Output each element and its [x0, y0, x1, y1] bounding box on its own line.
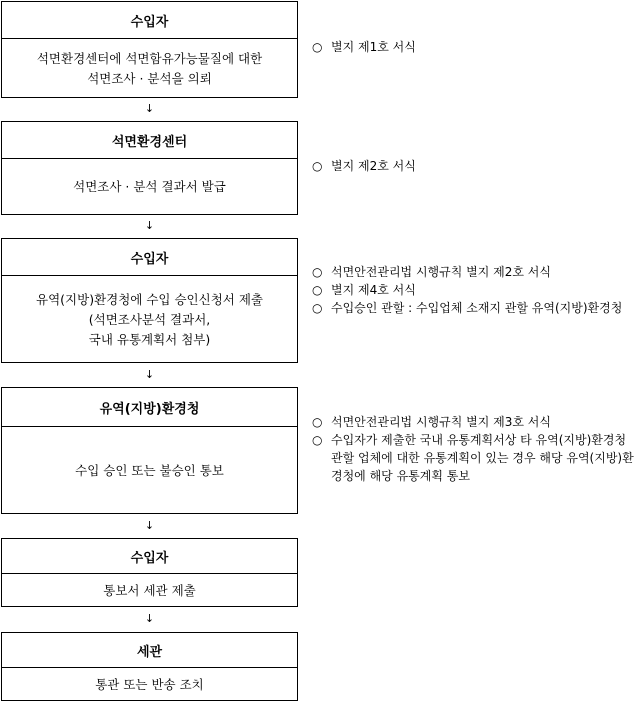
step-3-title: 수입자 [2, 239, 297, 276]
note-text: 석면안전관리법 시행규칙 별지 제3호 서식 [331, 415, 551, 429]
step-1-line-2: 석면조사 · 분석을 의뢰 [87, 70, 212, 86]
step-5-title: 수입자 [2, 539, 297, 574]
step-1-title: 수입자 [2, 2, 297, 39]
flow-step-3 [1, 238, 298, 363]
note-group-4 [312, 413, 634, 485]
flow-step-2 [1, 121, 298, 215]
note-item [312, 263, 634, 281]
flow-step-6 [1, 632, 298, 701]
step-3-line-2: (석면조사분석 결과서, [88, 311, 211, 327]
step-2-line-1: 석면조사 · 분석 결과서 발급 [73, 179, 226, 194]
note-text: 수입승인 관할 : 수입업체 소재지 관할 유역(지방)환경청 [331, 301, 623, 315]
note-item [312, 157, 634, 175]
step-3-body [2, 276, 297, 363]
note-item [312, 431, 634, 485]
note-group-3 [312, 263, 634, 317]
step-6-body [2, 668, 297, 701]
circle-bullet-icon: ○ [312, 283, 323, 297]
step-1-line-1: 석면환경센터에 석면함유가능물질에 대한 [36, 50, 263, 66]
step-6-title: 세관 [2, 633, 297, 668]
note-text: 석면안전관리법 시행규칙 별지 제2호 서식 [331, 265, 551, 279]
note-item [312, 38, 634, 56]
flow-arrow-1: ↓ [144, 102, 155, 115]
flow-step-1 [1, 1, 298, 98]
step-6-line-1: 통관 또는 반송 조치 [95, 676, 204, 692]
step-2-body [2, 159, 297, 215]
note-text: 별지 제1호 서식 [331, 40, 416, 54]
step-2-title: 석면환경센터 [2, 122, 297, 159]
step-5-body [2, 574, 297, 607]
note-item [312, 281, 634, 299]
note-item [312, 413, 634, 431]
note-text: 별지 제4호 서식 [331, 283, 416, 297]
flow-arrow-3: ↓ [144, 368, 155, 381]
flow-arrow-2: ↓ [144, 219, 155, 232]
step-4-body [2, 427, 297, 514]
step-4-line-1: 수입 승인 또는 불승인 통보 [75, 462, 224, 478]
note-item [312, 299, 634, 317]
flow-step-5 [1, 538, 298, 607]
flow-step-4 [1, 387, 298, 514]
note-text: 별지 제2호 서식 [331, 159, 416, 173]
step-3-line-1: 유역(지방)환경청에 수입 승인신청서 제출 [36, 291, 263, 307]
step-5-line-1: 통보서 세관 제출 [103, 582, 196, 598]
note-group-2 [312, 157, 634, 175]
note-group-1 [312, 38, 634, 56]
circle-bullet-icon: ○ [312, 433, 323, 447]
step-1-body [2, 39, 297, 98]
step-3-line-3: 국내 유통계획서 첨부) [88, 331, 211, 347]
note-text: 수입자가 제출한 국내 유통계획서상 타 유역(지방)환경청 관할 업체에 대한 유통계획이 있는 경우 해당 유역(지방)환경청에 해당 유통계획 통보 [331, 433, 634, 483]
circle-bullet-icon: ○ [312, 159, 323, 173]
step-4-title: 유역(지방)환경청 [2, 388, 297, 427]
circle-bullet-icon: ○ [312, 265, 323, 279]
flow-arrow-5: ↓ [144, 612, 155, 625]
circle-bullet-icon: ○ [312, 301, 323, 315]
circle-bullet-icon: ○ [312, 40, 323, 54]
flow-arrow-4: ↓ [144, 519, 155, 532]
circle-bullet-icon: ○ [312, 415, 323, 429]
